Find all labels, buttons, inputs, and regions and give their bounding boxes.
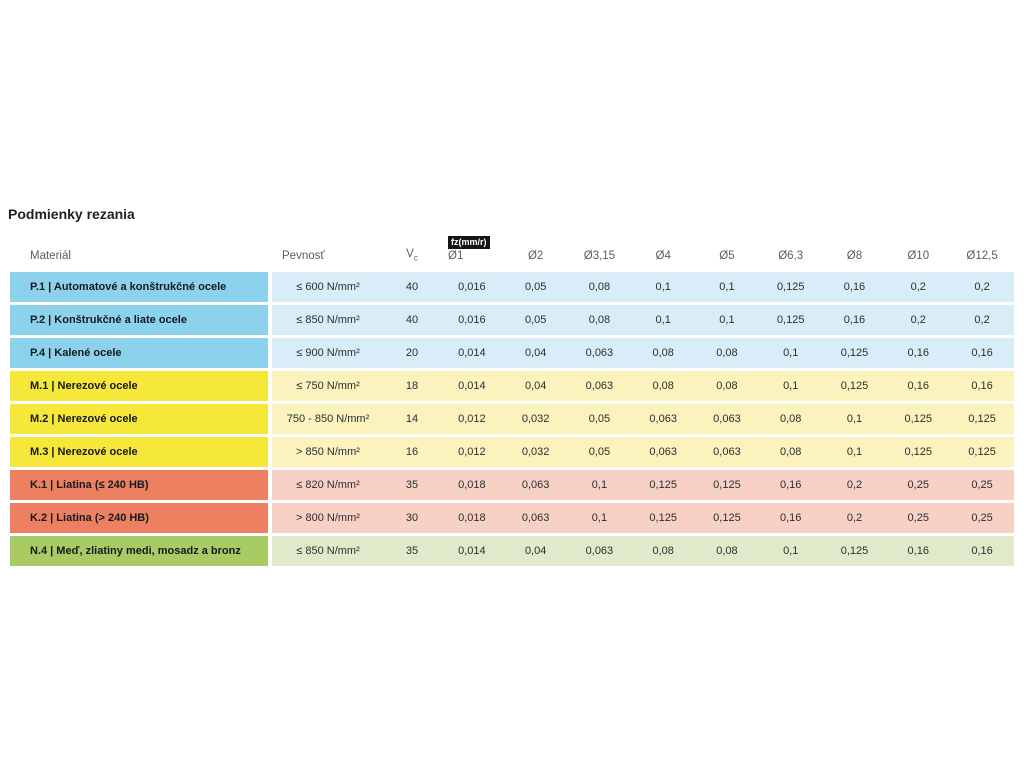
table-row bbox=[10, 536, 1014, 566]
fz-value-cell: 0,125 bbox=[886, 437, 950, 467]
header-row bbox=[10, 236, 1014, 269]
col-header-diameter: Ø5 bbox=[719, 250, 735, 262]
fz-value-cell: 0,1 bbox=[759, 371, 823, 401]
vc-cell: 30 bbox=[384, 503, 440, 533]
fz-value-cell: 0,1 bbox=[631, 272, 695, 302]
fz-value-cell: 0,08 bbox=[695, 338, 759, 368]
fz-value-cell: 0,1 bbox=[823, 437, 887, 467]
fz-value-cell: 0,1 bbox=[695, 272, 759, 302]
fz-value-cell: 0,125 bbox=[823, 536, 887, 566]
col-header-diameter: Ø2 bbox=[527, 250, 544, 262]
fz-value-cell: 0,063 bbox=[568, 536, 632, 566]
fz-value-cell: 0,08 bbox=[695, 536, 759, 566]
fz-value-cell: 0,05 bbox=[504, 272, 568, 302]
fz-value-cell: 0,032 bbox=[504, 437, 568, 467]
vc-cell: 20 bbox=[384, 338, 440, 368]
fz-value-cell: 0,25 bbox=[886, 470, 950, 500]
fz-value-cell: 0,04 bbox=[504, 371, 568, 401]
col-header-diameter: Ø8 bbox=[846, 250, 863, 262]
vc-cell: 35 bbox=[384, 470, 440, 500]
fz-value-cell: 0,1 bbox=[568, 470, 632, 500]
col-header-diameter: Ø4 bbox=[655, 250, 671, 262]
fz-value-cell: 0,05 bbox=[568, 437, 632, 467]
material-cell: M.3 | Nerezové ocele bbox=[10, 437, 272, 467]
col-header-material: Materiál bbox=[30, 250, 71, 262]
vc-label: V bbox=[406, 247, 414, 260]
fz-value-cell: 0,2 bbox=[950, 305, 1014, 335]
fz-value-cell: 0,012 bbox=[440, 437, 504, 467]
fz-value-cell: 0,125 bbox=[886, 404, 950, 434]
fz-value-cell: 0,08 bbox=[759, 437, 823, 467]
fz-value-cell: 0,08 bbox=[631, 536, 695, 566]
fz-value-cell: 0,018 bbox=[440, 503, 504, 533]
vc-cell: 16 bbox=[384, 437, 440, 467]
col-header-diameter: Ø12,5 bbox=[966, 250, 998, 262]
fz-value-cell: 0,063 bbox=[568, 338, 632, 368]
material-cell: P.2 | Konštrukčné a liate ocele bbox=[10, 305, 272, 335]
table-row bbox=[10, 371, 1014, 401]
fz-value-cell: 0,014 bbox=[440, 371, 504, 401]
fz-value-cell: 0,125 bbox=[695, 503, 759, 533]
fz-value-cell: 0,063 bbox=[631, 437, 695, 467]
fz-value-cell: 0,25 bbox=[950, 470, 1014, 500]
fz-value-cell: 0,014 bbox=[440, 536, 504, 566]
vc-cell: 18 bbox=[384, 371, 440, 401]
fz-value-cell: 0,25 bbox=[950, 503, 1014, 533]
fz-value-cell: 0,2 bbox=[823, 470, 887, 500]
fz-value-cell: 0,04 bbox=[504, 338, 568, 368]
fz-value-cell: 0,063 bbox=[695, 437, 759, 467]
fz-value-cell: 0,125 bbox=[695, 470, 759, 500]
vc-cell: 40 bbox=[384, 272, 440, 302]
fz-value-cell: 0,08 bbox=[631, 371, 695, 401]
fz-value-cell: 0,016 bbox=[440, 305, 504, 335]
fz-value-cell: 0,1 bbox=[631, 305, 695, 335]
table-row bbox=[10, 338, 1014, 368]
cutting-conditions-section bbox=[8, 206, 1016, 569]
fz-value-cell: 0,16 bbox=[886, 536, 950, 566]
fz-value-cell: 0,16 bbox=[759, 470, 823, 500]
fz-value-cell: 0,063 bbox=[504, 470, 568, 500]
fz-value-cell: 0,04 bbox=[504, 536, 568, 566]
fz-value-cell: 0,2 bbox=[823, 503, 887, 533]
fz-value-cell: 0,018 bbox=[440, 470, 504, 500]
fz-value-cell: 0,125 bbox=[631, 470, 695, 500]
material-cell: N.4 | Meď, zliatiny medi, mosadz a bronz bbox=[10, 536, 272, 566]
table-row bbox=[10, 272, 1014, 302]
vc-cell: 40 bbox=[384, 305, 440, 335]
page-title: Podmienky rezania bbox=[8, 206, 135, 222]
col-header-diameter: Ø6,3 bbox=[778, 250, 804, 262]
table-row bbox=[10, 305, 1014, 335]
col-header-diameter bbox=[440, 236, 504, 269]
fz-value-cell: 0,16 bbox=[759, 503, 823, 533]
fz-value-cell: 0,063 bbox=[504, 503, 568, 533]
fz-value-cell: 0,16 bbox=[886, 338, 950, 368]
fz-value-cell: 0,125 bbox=[950, 404, 1014, 434]
fz-value-cell: 0,2 bbox=[950, 272, 1014, 302]
fz-value-cell: 0,1 bbox=[759, 536, 823, 566]
vc-cell: 35 bbox=[384, 536, 440, 566]
vc-cell: 14 bbox=[384, 404, 440, 434]
fz-value-cell: 0,063 bbox=[695, 404, 759, 434]
fz-value-cell: 0,16 bbox=[950, 371, 1014, 401]
material-cell: M.1 | Nerezové ocele bbox=[10, 371, 272, 401]
fz-value-cell: 0,25 bbox=[886, 503, 950, 533]
fz-value-cell: 0,2 bbox=[886, 305, 950, 335]
fz-value-cell: 0,1 bbox=[568, 503, 632, 533]
strength-cell: > 850 N/mm² bbox=[272, 437, 384, 467]
vc-subscript: c bbox=[413, 253, 418, 262]
fz-value-cell: 0,16 bbox=[823, 305, 887, 335]
fz-value-cell: 0,05 bbox=[504, 305, 568, 335]
material-cell: M.2 | Nerezové ocele bbox=[10, 404, 272, 434]
table-row bbox=[10, 470, 1014, 500]
fz-value-cell: 0,08 bbox=[568, 305, 632, 335]
fz-value-cell: 0,1 bbox=[823, 404, 887, 434]
material-cell: P.4 | Kalené ocele bbox=[10, 338, 272, 368]
material-cell: K.2 | Liatina (> 240 HB) bbox=[10, 503, 272, 533]
fz-unit-badge: fz(mm/r) bbox=[448, 236, 490, 249]
table-row bbox=[10, 437, 1014, 467]
strength-cell: ≤ 750 N/mm² bbox=[272, 371, 384, 401]
fz-value-cell: 0,125 bbox=[950, 437, 1014, 467]
fz-value-cell: 0,125 bbox=[823, 338, 887, 368]
fz-value-cell: 0,16 bbox=[950, 338, 1014, 368]
fz-value-cell: 0,032 bbox=[504, 404, 568, 434]
fz-value-cell: 0,125 bbox=[631, 503, 695, 533]
strength-cell: ≤ 850 N/mm² bbox=[272, 536, 384, 566]
fz-value-cell: 0,012 bbox=[440, 404, 504, 434]
strength-cell: ≤ 850 N/mm² bbox=[272, 305, 384, 335]
strength-cell: 750 - 850 N/mm² bbox=[272, 404, 384, 434]
fz-value-cell: 0,08 bbox=[568, 272, 632, 302]
table-row bbox=[10, 404, 1014, 434]
fz-value-cell: 0,16 bbox=[823, 272, 887, 302]
fz-value-cell: 0,08 bbox=[695, 371, 759, 401]
col-header-diameter: Ø10 bbox=[907, 250, 930, 262]
material-cell: K.1 | Liatina (≤ 240 HB) bbox=[10, 470, 272, 500]
fz-value-cell: 0,1 bbox=[759, 338, 823, 368]
fz-value-cell: 0,16 bbox=[950, 536, 1014, 566]
diameter-label: Ø1 bbox=[448, 250, 464, 262]
fz-value-cell: 0,014 bbox=[440, 338, 504, 368]
fz-value-cell: 0,016 bbox=[440, 272, 504, 302]
fz-value-cell: 0,063 bbox=[631, 404, 695, 434]
col-header-vc bbox=[384, 236, 440, 269]
strength-cell: ≤ 820 N/mm² bbox=[272, 470, 384, 500]
col-header-strength: Pevnosť bbox=[282, 250, 325, 262]
table-row bbox=[10, 503, 1014, 533]
fz-value-cell: 0,05 bbox=[568, 404, 632, 434]
strength-cell: ≤ 900 N/mm² bbox=[272, 338, 384, 368]
fz-value-cell: 0,125 bbox=[823, 371, 887, 401]
strength-cell: > 800 N/mm² bbox=[272, 503, 384, 533]
fz-value-cell: 0,2 bbox=[886, 272, 950, 302]
fz-value-cell: 0,08 bbox=[759, 404, 823, 434]
fz-value-cell: 0,08 bbox=[631, 338, 695, 368]
fz-value-cell: 0,063 bbox=[568, 371, 632, 401]
fz-value-cell: 0,125 bbox=[759, 305, 823, 335]
fz-value-cell: 0,125 bbox=[759, 272, 823, 302]
fz-value-cell: 0,1 bbox=[695, 305, 759, 335]
strength-cell: ≤ 600 N/mm² bbox=[272, 272, 384, 302]
cutting-conditions-table bbox=[10, 233, 1014, 569]
col-header-diameter: Ø3,15 bbox=[583, 250, 616, 262]
material-cell: P.1 | Automatové a konštrukčné ocele bbox=[10, 272, 272, 302]
fz-value-cell: 0,16 bbox=[886, 371, 950, 401]
